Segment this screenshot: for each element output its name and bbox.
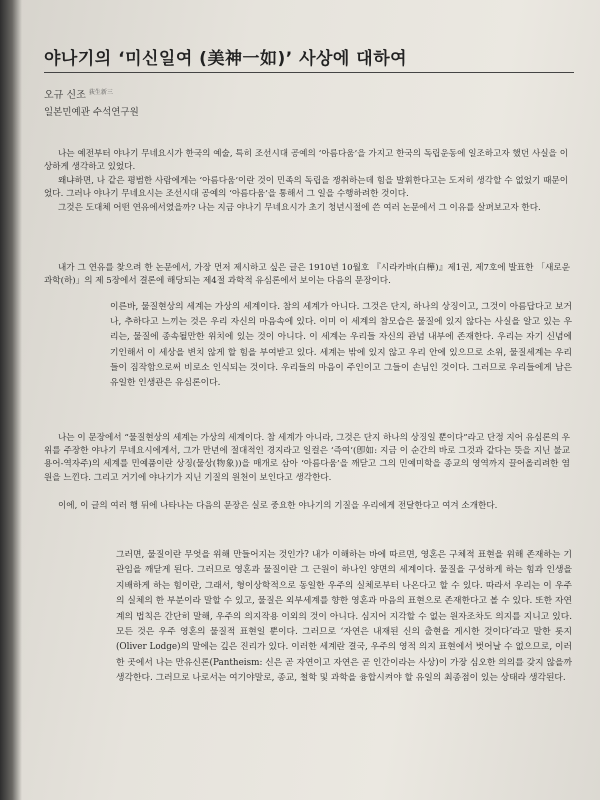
paragraph-2: 왜냐하면, 나 같은 평범한 사람에게는 ‘아름다움’이란 것이 민족의 독립을 쟁취하는데 힘을 발휘한다고는 도저히 생각할 수 없었기 때문이었다. 그러나 야나기 무네요시는 조선시대 공예의 ‘아름다움’을 통해서 그 일을 수행하려한 것이다. — [44, 176, 568, 200]
blockquote-1: 이른바, 물질현상의 세계는 가상의 세계이다. 참의 세계가 아니다. 그것은 단지, 하나의 상징이고, 그것이 아름답다고 보거나, 추하다고 느끼는 것은 우리 자신의 마음속에 있다. 이미 이 세계의 참모습은 물질에 있지 않다는 사실을 알고 있는 우리는, 물질에 종속될만한 위치에 있는 것이 아니다. 이 세계는 우리들 자신의 관념 내부에 존재한다. 우리는 자기 신념에 기인해서 이 세상을 변치 않게 할 힘을 부여받고 있다. 세계는 밖에 있지 않고 우리 안에 있으므로 소위, 물질세계는 우리들이 짐작함으로써 비로소 인식되는 것이다. 우리들의 마음이 주인이고 그들이 손님인 것이다. 그러므로 우리들에게 남은 유일한 인생관은 유심론이다. — [110, 302, 572, 389]
paragraph-3: 그것은 도대체 어떤 연유에서였을까? 나는 지금 야나기 무네요시가 초기 청년시절에 쓴 여러 논문에서 그 이유를 살펴보고자 한다. — [58, 203, 541, 213]
page-binding-shadow — [0, 0, 22, 800]
paragraph-6: 이에, 이 글의 여러 행 뒤에 나타나는 다음의 문장은 실로 중요한 야나기의 기질을 우리에게 전달한다고 여겨 소개한다. — [58, 501, 498, 511]
paragraph-5: 나는 이 문장에서 “물질현상의 세계는 가상의 세계이다. 참 세계가 아니라, 그것은 단지 하나의 상징일 뿐이다”라고 단정 지어 유심론의 우위를 주장한 야나기 무네요시에게서, 그가 만년에 절대적인 경지라고 일컬은 ‘즉여’(卽如: 지금 이 순간의 바로 그것과 같다는 뜻을 지닌 불교용어-역자주)의 세계를 민예품이란 상징(물상(物象))을 매개로 삼아 ‘아름다움’을 깨닫고 그의 민예미학을 종교의 영역까지 끌어올리려한 염원을 느낀다. 그리고 거기에 야나기가 지닌 기질의 원천이 보인다고 생각한다. — [44, 433, 570, 483]
paragraph-4: 내가 그 연유를 찾으려 한 논문에서, 가장 먼저 제시하고 싶은 글은 1910년 10월호 『시라카바(白樺)』제1권, 제7호에 발표한 「새로운 과학(하)」의 제 5장에서 결론에 해당되는 제4절 과학적 유심론에서 보이는 다음의 문장이다. — [44, 263, 570, 287]
blockquote-2: 그러면, 물질이란 무엇을 위해 만들어지는 것인가? 내가 이해하는 바에 따르면, 영혼은 구체적 표현을 위해 존재하는 기관임을 깨닫게 된다. 그러므로 영혼과 물질이란 그 근원이 하나인 양면의 세계이다. 물질을 구성하게 하는 힘과 인생을 지배하게 하는 힘이란, 그래서, 형이상학적으로 동일한 우주의 실체로부터 나온다고 할 수 있다. 따라서 우리는 이 우주의 실체의 한 부분이라 말할 수 있고, 물질은 외부세계를 향한 영혼과 마음의 표현으로 존재한다고 볼 수 있다. 또한 자연계의 법칙은 간단히 말해, 우주의 의지작용 이외의 것이 아니다. 심지어 지각할 수 없는 원자조차도 의지를 지니고 있다. 모든 것은 우주 영혼의 물질적 표현일 뿐이다. 그러므로 ‘자연은 내재된 신의 출현을 게시한 것이다’라고 말한 롯지(Oliver Lodge)의 말에는 깊은 진리가 있다. 이러한 세계란 결국, 우주의 영적 의지 표현에서 벗어날 수 없으므로, 이러한 곳에서 나는 만유신론(Pantheism: 신은 곧 자연이고 자연은 곧 인간이라는 사상)이 가장 심오한 의의를 갖지 않을까 생각한다. 그러므로 나로서는 여기야말로, 종교, 철학 및 과학을 융합시켜야 할 유일의 최종점이 있는 상태라 생각된다. — [116, 550, 572, 684]
title-underline — [44, 72, 574, 73]
author-line — [44, 86, 113, 101]
paragraph-1: 나는 예전부터 야나기 무네요시가 한국의 예술, 특히 조선시대 공예의 ‘아름다움’을 가지고 한국의 독립운동에 일조하고자 했던 사실을 이상하게 생각하고 있었다. — [44, 149, 568, 173]
author-affiliation: 일본민예관 수석연구원 — [44, 107, 139, 118]
author-name: 오규 신조 — [44, 90, 86, 101]
author-name-original: 荻生新三 — [88, 88, 113, 96]
article-title: 야나기의 ‘미신일여 (美神一如)’ 사상에 대하여 — [44, 49, 408, 69]
